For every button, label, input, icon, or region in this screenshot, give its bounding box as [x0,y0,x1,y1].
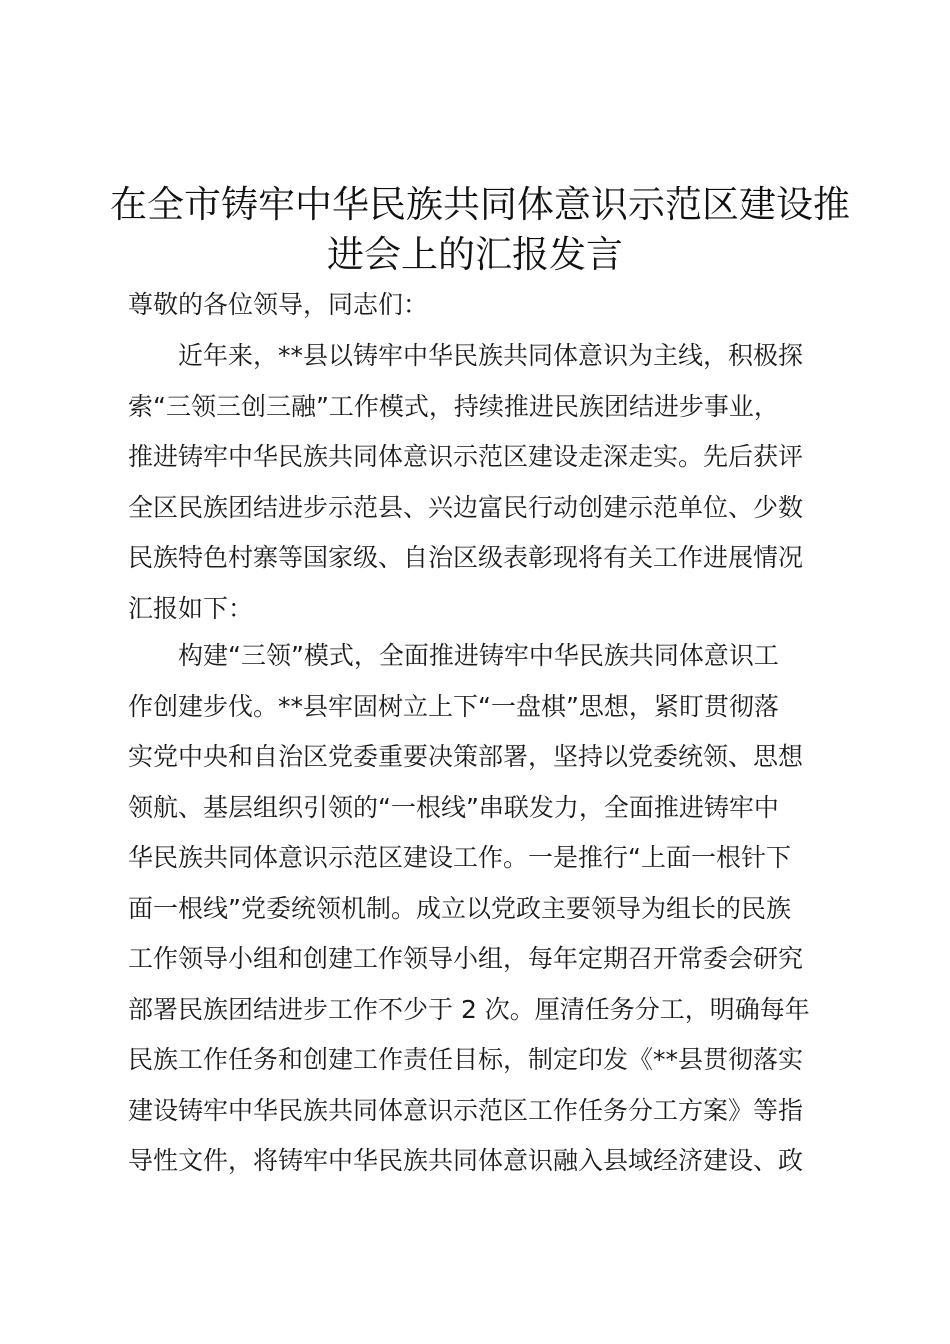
text-line: 建设铸牢中华民族共同体意识示范区工作任务分工方案》等指 [128,1095,804,1125]
text-line: 索“三领三创三融”工作模式，持续推进民族团结进步事业， [128,391,779,421]
text-line: 部署民族团结进步工作不少于 2 次。厘清任务分工，明确每年 [128,994,810,1024]
title-line: 进会上的汇报发言 [327,233,623,276]
text-line: 导性文件，将铸牢中华民族共同体意识融入县域经济建设、政 [128,1146,804,1175]
text-line: 构建“三领”模式，全面推进铸牢中华民族共同体意识工 [178,641,779,670]
text-line: 面一根线”党委统领机制。成立以党政主要领导为组长的民族 [128,893,791,923]
text-line: 汇报如下： [128,593,254,623]
text-line: 推进铸牢中华民族共同体意识示范区建设走深走实。先后获评 [128,442,804,471]
title-line: 在全市铸牢中华民族共同体意识示范区建设推 [110,183,850,226]
text-line: 工作领导小组和创建工作领导小组，每年定期召开常委会研究 [128,944,804,973]
paragraph-intro [128,331,838,634]
text-line: 民族特色村寨等国家级、自治区级表彰现将有关工作进展情况 [128,543,804,572]
text-line: 作创建步伐。**县牢固树立上下“一盘棋”思想，紧盯贯彻落 [128,691,779,721]
text-line: 实党中央和自治区党委重要决策部署，坚持以党委统领、思想 [128,742,804,771]
text-line: 民族工作任务和创建工作责任目标，制定印发《**县贯彻落实 [128,1045,804,1074]
paragraph-three-leads [128,631,838,1187]
document-title [110,180,850,280]
text-line: 近年来，**县以铸牢中华民族共同体意识为主线，积极探 [178,341,804,370]
text-line: 华民族共同体意识示范区建设工作。一是推行“上面一根针下 [128,843,791,872]
text-line: 领航、基层组织引领的“一根线”串联发力，全面推进铸牢中 [128,792,779,822]
text-line: 全区民族团结进步示范县、兴边富民行动创建示范单位、少数 [128,492,804,522]
salutation: 尊敬的各位领导，同志们： [128,290,429,319]
